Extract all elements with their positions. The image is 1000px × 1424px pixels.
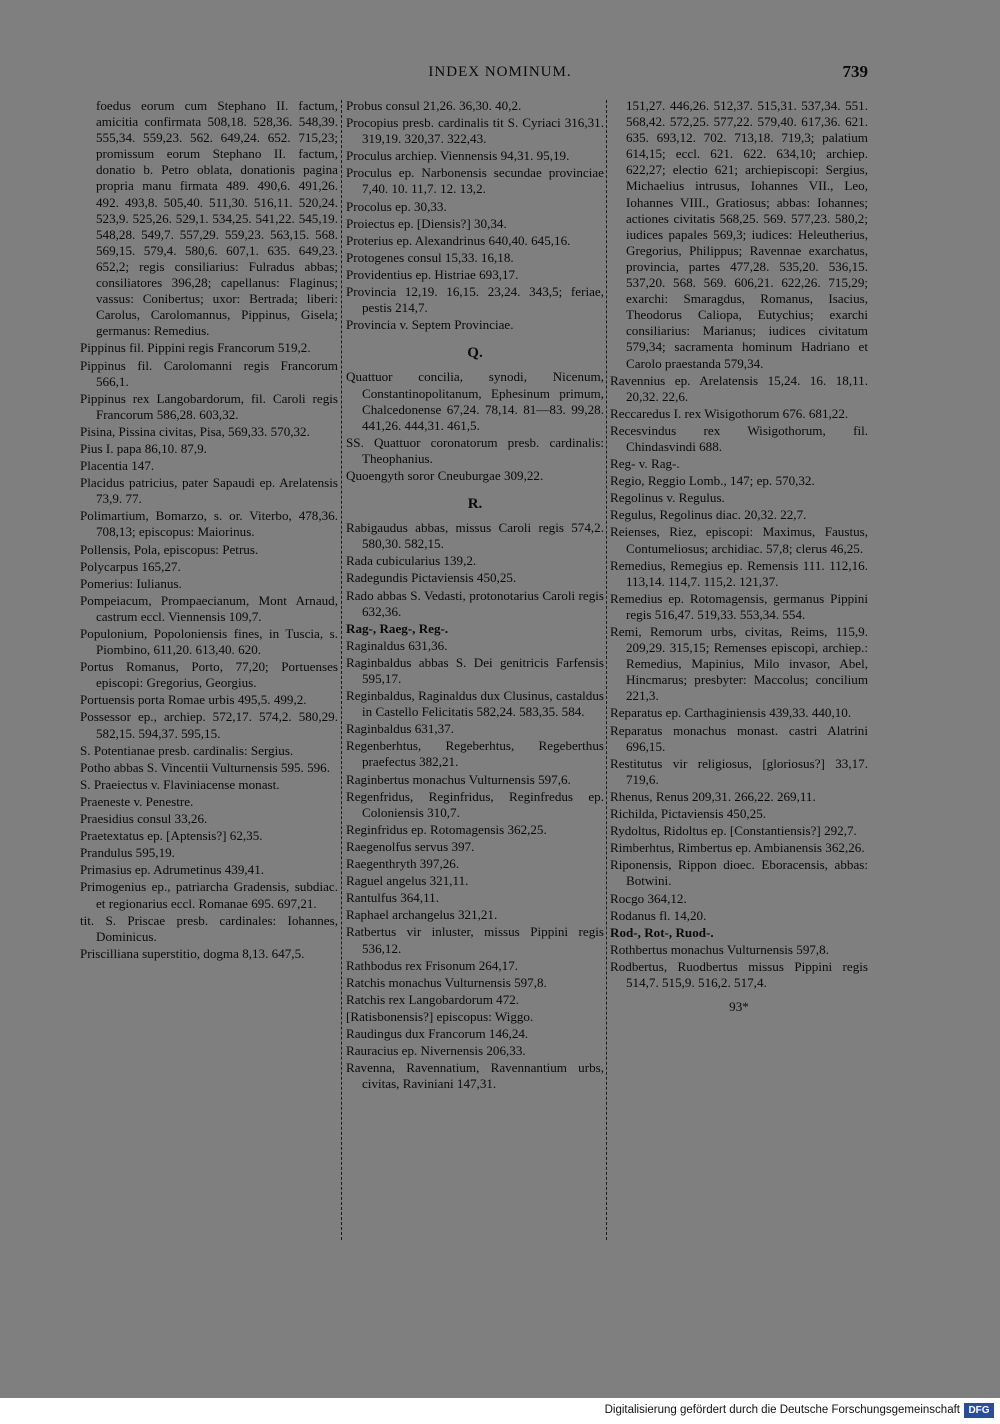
index-column-3 bbox=[610, 98, 868, 1015]
index-entry: Raphael archangelus 321,21. bbox=[346, 907, 498, 923]
column-rule bbox=[606, 100, 607, 1240]
index-entry-continuation: foedus eorum cum Stephano II. factum, amicitia confirmata 508,18. 528,36. 548,39. 555,34. 559,23. 562. 649,24. 652. 715,23; promissum eorum Stephano II. factum, donatio b. Petro oblata, donationis pagina propria manu firmata 489. 490,6. 491,26. 492. 493,8. 505,40. 511,30. 516,11. 520,24. 523,9. 525,26. 529,1. 534,25. 541,22. 545,19. 548,28. 549,7. 557,29. 559,23. 563,15. 568. 569,15. 579,4. 580,6. 607,1. 635. 649,23. 652,2; regis consiliarius: Fulradus abbas; consiliatores 396,28; capellanus: Flaginus; vassus: Conibertus; uxor: Bertrada; liberi: Carolus, Carolomannus, Pippinus, Gisela; germanus: Remedius. bbox=[96, 98, 338, 339]
index-entry: Praesidius consul 33,26. bbox=[80, 811, 208, 827]
index-entry: Quattuor concilia, synodi, Nicenum, Constantinopolitanum, Ephesinum primum, Chalcedonense 67,24. 78,14. 81—83. 99,28. 441,26. 444,31. 461,5. bbox=[346, 369, 604, 433]
dfg-logo: DFG bbox=[964, 1403, 994, 1418]
index-entry: Remi, Remorum urbs, civitas, Reims, 115,9. 209,29. 315,15; Remenses episcopi, archiep.: Remedius, Mapinius, Milo invasor, Abel, Hincmarus; presbyter: Maccolus; concilium 221,3. bbox=[610, 624, 868, 704]
index-entry: Proterius ep. Alexandrinus 640,40. 645,16. bbox=[346, 232, 571, 248]
section-letter-heading: Q. bbox=[467, 345, 483, 362]
index-entry: Regio, Reggio Lomb., 147; ep. 570,32. bbox=[610, 473, 815, 489]
index-entry: Portuensis porta Romae urbis 495,5. 499,2. bbox=[80, 692, 307, 708]
index-entry: Raudingus dux Francorum 146,24. bbox=[346, 1025, 529, 1041]
index-entry: Rag-, Raeg-, Reg-. bbox=[346, 620, 449, 636]
index-entry: Potho abbas S. Vincentii Vulturnensis 595. 596. bbox=[80, 759, 330, 775]
index-entry: Rydoltus, Ridoltus ep. [Constantiensis?] 292,7. bbox=[610, 823, 857, 839]
index-entry: Praeneste v. Penestre. bbox=[80, 793, 194, 809]
running-title: INDEX NOMINUM. bbox=[428, 64, 572, 80]
index-entry: Rod-, Rot-, Ruod-. bbox=[610, 924, 714, 940]
signature-mark: 93* bbox=[729, 999, 749, 1015]
index-entry: Pomerius: Iulianus. bbox=[80, 575, 182, 591]
index-entry: S. Potentianae presb. cardinalis: Sergius. bbox=[80, 742, 294, 758]
index-entry: Rada cubicularius 139,2. bbox=[346, 553, 477, 569]
index-entry: Raginbertus monachus Vulturnensis 597,6. bbox=[346, 771, 571, 787]
index-entry: Protogenes consul 15,33. 16,18. bbox=[346, 249, 514, 265]
footer-credit: Digitalisierung gefördert durch die Deutsche Forschungsgemeinschaft bbox=[604, 1404, 960, 1416]
index-entry: Remedius ep. Rotomagensis, germanus Pippini regis 516,47. 519,33. 553,34. 554. bbox=[610, 590, 868, 622]
index-entry: [Ratisbonensis?] episcopus: Wiggo. bbox=[346, 1008, 534, 1024]
index-entry: Praetextatus ep. [Aptensis?] 62,35. bbox=[80, 828, 263, 844]
index-entry: Regenfridus, Reginfridus, Reginfredus ep. Coloniensis 310,7. bbox=[346, 788, 604, 820]
index-entry: Rocgo 364,12. bbox=[610, 890, 687, 906]
index-entry: Reparatus ep. Carthaginiensis 439,33. 440,10. bbox=[610, 705, 852, 721]
index-entry: Possessor ep., archiep. 572,17. 574,2. 580,29. 582,15. 594,37. 595,15. bbox=[80, 709, 338, 741]
index-entry: Provincia v. Septem Provinciae. bbox=[346, 317, 514, 333]
index-entry: Populonium, Popoloniensis fines, in Tuscia, s. Piombino, 611,20. 613,40. 620. bbox=[80, 626, 338, 658]
index-entry: Raginaldus 631,36. bbox=[346, 637, 448, 653]
index-entry: Rodanus fl. 14,20. bbox=[610, 907, 707, 923]
index-entry: Probus consul 21,26. 36,30. 40,2. bbox=[346, 98, 522, 113]
index-entry: Proiectus ep. [Diensis?] 30,34. bbox=[346, 215, 507, 231]
index-entry: Ratchis rex Langobardorum 472. bbox=[346, 991, 520, 1007]
index-entry: Reccaredus I. rex Wisigothorum 676. 681,22. bbox=[610, 405, 849, 421]
index-entry: Rabigaudus abbas, missus Caroli regis 574,2. 580,30. 582,15. bbox=[346, 520, 604, 552]
index-entry: Primasius ep. Adrumetinus 439,41. bbox=[80, 862, 265, 878]
index-entry: Polycarpus 165,27. bbox=[80, 558, 181, 574]
index-entry: Reginfridus ep. Rotomagensis 362,25. bbox=[346, 821, 547, 837]
index-entry: Pompeiacum, Prompaecianum, Mont Arnaud, castrum eccl. Viennensis 109,7. bbox=[80, 592, 338, 624]
index-entry: Pippinus fil. Carolomanni regis Francorum 566,1. bbox=[80, 357, 338, 389]
index-entry: Raegenthryth 397,26. bbox=[346, 856, 460, 872]
index-column-1 bbox=[80, 98, 338, 963]
index-entry: Rathbodus rex Frisonum 264,17. bbox=[346, 957, 519, 973]
index-entry: Restitutus vir religiosus, [gloriosus?] 33,17. 719,6. bbox=[610, 755, 868, 787]
index-entry: Riponensis, Rippon dioec. Eboracensis, abbas: Botwini. bbox=[610, 857, 868, 889]
index-entry: Proculus ep. Narbonensis secundae provinciae 7,40. 10. 11,7. 12. 13,2. bbox=[346, 165, 604, 197]
index-entry: Ratchis monachus Vulturnensis 597,8. bbox=[346, 974, 547, 990]
index-column-2 bbox=[346, 98, 604, 1093]
index-entry: Regenberhtus, Regeberhtus, Regeberthus praefectus 382,21. bbox=[346, 738, 604, 770]
index-entry: Reginbaldus, Raginaldus dux Clusinus, castaldus in Castello Felicitatis 582,24. 583,35. 584. bbox=[346, 688, 604, 720]
page-header bbox=[0, 62, 1000, 86]
index-entry: Polimartium, Bomarzo, s. or. Viterbo, 478,36. 708,13; episcopus: Maiorinus. bbox=[80, 508, 338, 540]
page-number: 739 bbox=[842, 62, 868, 81]
index-entry: Rantulfus 364,11. bbox=[346, 890, 439, 906]
index-entry: Rothbertus monachus Vulturnensis 597,8. bbox=[610, 941, 830, 957]
index-entry: Remedius, Remegius ep. Remensis 111. 112,16. 113,14. 114,7. 115,2. 121,37. bbox=[610, 557, 868, 589]
index-entry: Proculus archiep. Viennensis 94,31. 95,19. bbox=[346, 148, 570, 164]
index-entry: Quoengyth soror Cneuburgae 309,22. bbox=[346, 467, 544, 483]
index-entry: Provincia 12,19. 16,15. 23,24. 343,5; feriae, pestis 214,7. bbox=[346, 284, 604, 316]
index-entry: Rauracius ep. Nivernensis 206,33. bbox=[346, 1043, 526, 1059]
index-entry: Pius I. papa 86,10. 87,9. bbox=[80, 440, 207, 456]
index-entry: Placidus patricius, pater Sapaudi ep. Arelatensis 73,9. 77. bbox=[80, 475, 338, 507]
index-entry: Prandulus 595,19. bbox=[80, 845, 175, 861]
index-entry: Pisina, Pissina civitas, Pisa, 569,33. 570,32. bbox=[80, 423, 310, 439]
index-entry: Richilda, Pictaviensis 450,25. bbox=[610, 806, 767, 822]
index-entry: Pollensis, Pola, episcopus: Petrus. bbox=[80, 541, 259, 557]
index-entry: Reienses, Riez, episcopi: Maximus, Faustus, Contumeliosus; archidiac. 57,8; clerus 46,25. bbox=[610, 524, 868, 556]
index-entry: Primogenius ep., patriarcha Gradensis, subdiac. et regionarius eccl. Romanae 695. 697,21. bbox=[80, 879, 338, 911]
index-entry: Portus Romanus, Porto, 77,20; Portuenses episcopi: Gregorius, Georgius. bbox=[80, 659, 338, 691]
column-rule bbox=[341, 100, 342, 1240]
index-entry: Recesvindus rex Wisigothorum, fil. Chindasvindi 688. bbox=[610, 422, 868, 454]
index-entry: Regolinus v. Regulus. bbox=[610, 490, 725, 506]
index-entry: Ravenna, Ravennatium, Ravennantium urbs, civitas, Raviniani 147,31. bbox=[346, 1060, 604, 1092]
index-entry: Radegundis Pictaviensis 450,25. bbox=[346, 570, 517, 586]
index-entry: Rimberhtus, Rimbertus ep. Ambianensis 362,26. bbox=[610, 840, 865, 856]
index-entry: Pippinus fil. Pippini regis Francorum 519,2. bbox=[80, 340, 311, 356]
section-letter-heading: R. bbox=[467, 496, 483, 513]
index-entry: Raginbaldus 631,37. bbox=[346, 721, 455, 737]
index-entry: Procopius presb. cardinalis tit S. Cyriaci 316,31. 319,19. 320,37. 322,43. bbox=[346, 115, 604, 147]
digitization-footer bbox=[0, 1398, 1000, 1424]
index-entry: Pippinus rex Langobardorum, fil. Caroli regis Francorum 586,28. 603,32. bbox=[80, 390, 338, 422]
index-entry: Rhenus, Renus 209,31. 266,22. 269,11. bbox=[610, 788, 816, 804]
index-entry: Procolus ep. 30,33. bbox=[346, 198, 447, 214]
index-entry-continuation: 151,27. 446,26. 512,37. 515,31. 537,34. 551. 568,42. 572,25. 577,22. 579,40. 617,36. 621. 635. 693,12. 702. 713,18. 719,3; palatium 614,15; eccl. 621. 622. 634,10; archiep. 622,27; electio 621; archiepiscopi: Sergius, Michaelius intrusus, Iohannes VII., Leo, Iohannes VIII., Gratiosus; abbas: Iohannes; actiones civitatis 568,25. 569. 577,23. 580,2; iudices papales 569,3; iudices: Heleutherius, Gregorius, Philippus; Ravennae exarchatus, provincia, partes 477,28. 535,20. 536,15. 537,20. 568. 569. 606,21. 622,26. 715,29; exarchi: Smaragdus, Romanus, Isacius, Theodorus Caliopa, Eutychius; exarchi consiliarius: Marianus; iudices civitatum 579,34; sacramenta hominum Hadriano et Carolo praestanda 579,34. bbox=[626, 98, 868, 371]
index-entry: Rodbertus, Ruodbertus missus Pippini regis 514,7. 515,9. 516,2. 517,4. bbox=[610, 958, 868, 990]
index-entry: Ratbertus vir inluster, missus Pippini regis 536,12. bbox=[346, 924, 604, 956]
index-entry: Raguel angelus 321,11. bbox=[346, 873, 469, 889]
index-entry: SS. Quattuor coronatorum presb. cardinalis: Theophanius. bbox=[346, 434, 604, 466]
index-entry: Raginbaldus abbas S. Dei genitricis Farfensis 595,17. bbox=[346, 654, 604, 686]
index-entry: Reparatus monachus monast. castri Alatrini 696,15. bbox=[610, 722, 868, 754]
index-entry: Reg- v. Rag-. bbox=[610, 456, 680, 472]
index-entry: Regulus, Regolinus diac. 20,32. 22,7. bbox=[610, 507, 807, 523]
index-entry: Priscilliana superstitio, dogma 8,13. 647,5. bbox=[80, 945, 305, 961]
index-entry: tit. S. Priscae presb. cardinales: Iohannes, Dominicus. bbox=[80, 912, 338, 944]
index-entry: Placentia 147. bbox=[80, 458, 155, 474]
index-entry: S. Praeiectus v. Flaviniacense monast. bbox=[80, 776, 280, 792]
index-entry: Ravennius ep. Arelatensis 15,24. 16. 18,11. 20,32. 22,6. bbox=[610, 372, 868, 404]
index-entry: Raegenolfus servus 397. bbox=[346, 838, 475, 854]
index-entry: Providentius ep. Histriae 693,17. bbox=[346, 266, 519, 282]
index-entry: Rado abbas S. Vedasti, protonotarius Caroli regis 632,36. bbox=[346, 587, 604, 619]
